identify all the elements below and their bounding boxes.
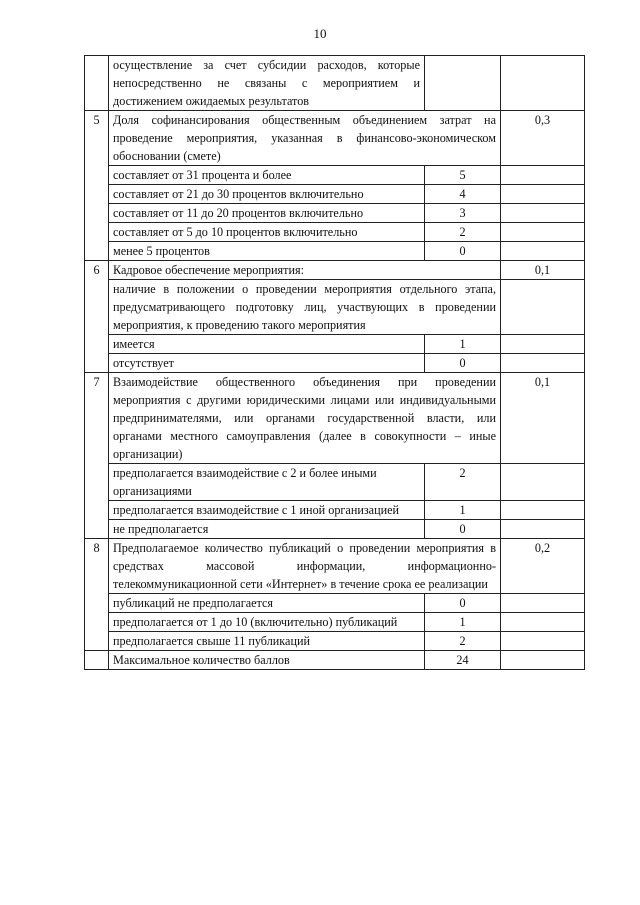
weight-cell xyxy=(501,56,585,111)
table-row xyxy=(85,594,585,613)
criteria-table xyxy=(84,55,585,670)
score-cell xyxy=(425,56,501,111)
criterion-weight: 0,2 xyxy=(501,539,585,594)
table-row xyxy=(85,354,585,373)
table-row xyxy=(85,613,585,632)
option-score: 2 xyxy=(425,464,501,501)
option-score: 2 xyxy=(425,223,501,242)
weight-cell xyxy=(501,464,585,501)
option-text: составляет от 11 до 20 процентов включительно xyxy=(109,204,425,223)
option-text: предполагается свыше 11 публикаций xyxy=(109,632,425,651)
table-row xyxy=(85,56,585,111)
table-row xyxy=(85,373,585,464)
option-score: 1 xyxy=(425,335,501,354)
option-text: составляет от 5 до 10 процентов включительно xyxy=(109,223,425,242)
option-text: составляет от 31 процента и более xyxy=(109,166,425,185)
option-score: 5 xyxy=(425,166,501,185)
criterion-text: осуществление за счет субсидии расходов, которые непосредственно не связаны с мероприятием и достижением ожидаемых результатов xyxy=(109,56,425,111)
criterion-title: Взаимодействие общественного объединения при проведении мероприятия с другими юридическими лицами или индивидуальными предпринимателями, или органами государственной власти, или органами местного самоуправления (далее в совокупности – иные организации) xyxy=(109,373,501,464)
weight-cell xyxy=(501,223,585,242)
table-row xyxy=(85,520,585,539)
table-row xyxy=(85,223,585,242)
criterion-number: 5 xyxy=(85,111,109,261)
weight-cell xyxy=(501,520,585,539)
option-text: предполагается взаимодействие с 1 иной организацией xyxy=(109,501,425,520)
weight-cell xyxy=(501,204,585,223)
option-score: 0 xyxy=(425,242,501,261)
option-text: отсутствует xyxy=(109,354,425,373)
table-row xyxy=(85,261,585,280)
table-row xyxy=(85,501,585,520)
total-row xyxy=(85,651,585,670)
table-row xyxy=(85,539,585,594)
option-score: 0 xyxy=(425,520,501,539)
option-score: 0 xyxy=(425,594,501,613)
weight-cell xyxy=(501,632,585,651)
table-row xyxy=(85,464,585,501)
table-row xyxy=(85,111,585,166)
option-text: составляет от 21 до 30 процентов включительно xyxy=(109,185,425,204)
page-number: 10 xyxy=(313,26,327,41)
weight-cell xyxy=(501,613,585,632)
criterion-title: Кадровое обеспечение мероприятия: xyxy=(109,261,501,280)
option-score: 3 xyxy=(425,204,501,223)
table-row xyxy=(85,335,585,354)
number-cell xyxy=(85,56,109,111)
weight-cell xyxy=(501,185,585,204)
total-label: Максимальное количество баллов xyxy=(109,651,425,670)
weight-cell xyxy=(501,501,585,520)
option-score: 4 xyxy=(425,185,501,204)
criterion-weight: 0,3 xyxy=(501,111,585,166)
option-score: 2 xyxy=(425,632,501,651)
table-row xyxy=(85,166,585,185)
weight-cell xyxy=(501,242,585,261)
option-text: публикаций не предполагается xyxy=(109,594,425,613)
option-text: имеется xyxy=(109,335,425,354)
option-score: 0 xyxy=(425,354,501,373)
table-row xyxy=(85,280,585,335)
weight-cell xyxy=(501,280,585,335)
table-row xyxy=(85,204,585,223)
option-score: 1 xyxy=(425,613,501,632)
option-text: предполагается взаимодействие с 2 и более иными организациями xyxy=(109,464,425,501)
weight-cell xyxy=(501,651,585,670)
criterion-number: 6 xyxy=(85,261,109,373)
criterion-title: Предполагаемое количество публикаций о проведении мероприятия в средствах массовой информации, информационно-телекоммуникационной сети «Интернет» в течение срока ее реализации xyxy=(109,539,501,594)
weight-cell xyxy=(501,354,585,373)
criterion-number: 8 xyxy=(85,539,109,651)
number-cell xyxy=(85,651,109,670)
criterion-weight: 0,1 xyxy=(501,261,585,280)
option-text: предполагается от 1 до 10 (включительно) публикаций xyxy=(109,613,425,632)
weight-cell xyxy=(501,335,585,354)
option-score: 1 xyxy=(425,501,501,520)
criterion-weight: 0,1 xyxy=(501,373,585,464)
option-text: менее 5 процентов xyxy=(109,242,425,261)
table-row xyxy=(85,632,585,651)
table-row xyxy=(85,242,585,261)
weight-cell xyxy=(501,594,585,613)
criterion-title: Доля софинансирования общественным объединением затрат на проведение мероприятия, указанная в финансово-экономическом обосновании (смете) xyxy=(109,111,501,166)
total-value: 24 xyxy=(425,651,501,670)
table-row xyxy=(85,185,585,204)
criterion-note: наличие в положении о проведении мероприятия отдельного этапа, предусматривающего подготовку лиц, участвующих в проведении мероприятия, к проведению такого мероприятия xyxy=(109,280,501,335)
criterion-number: 7 xyxy=(85,373,109,539)
weight-cell xyxy=(501,166,585,185)
option-text: не предполагается xyxy=(109,520,425,539)
